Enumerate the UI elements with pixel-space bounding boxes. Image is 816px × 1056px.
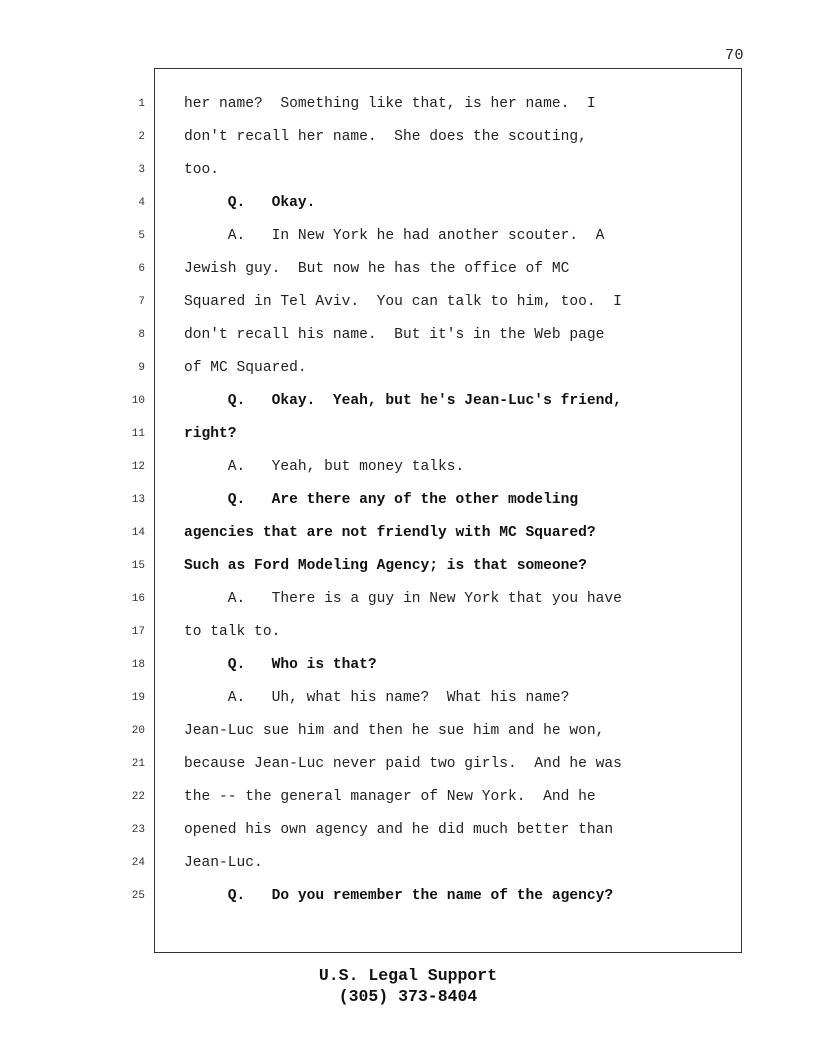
line-text: to talk to. bbox=[184, 624, 281, 640]
transcript-line bbox=[0, 197, 816, 230]
question-text: Q. Do you remember the name of the agency? bbox=[184, 888, 614, 904]
line-number: 1 bbox=[138, 98, 145, 110]
transcript-line bbox=[0, 890, 816, 923]
transcript-line bbox=[0, 758, 816, 791]
line-number: 11 bbox=[131, 428, 145, 440]
line-text: A. Uh, what his name? What his name? bbox=[184, 690, 570, 706]
line-number: 19 bbox=[131, 692, 145, 704]
question-text: agencies that are not friendly with MC Squared? bbox=[184, 525, 596, 541]
transcript-line bbox=[0, 560, 816, 593]
page-number: 70 bbox=[724, 47, 744, 64]
line-number: 3 bbox=[138, 164, 145, 176]
line-text: her name? Something like that, is her name. I bbox=[184, 96, 596, 112]
line-number: 5 bbox=[138, 230, 145, 242]
question-text: Q. Are there any of the other modeling bbox=[184, 492, 579, 508]
line-number: 24 bbox=[131, 857, 145, 869]
line-text: because Jean-Luc never paid two girls. And he was bbox=[184, 756, 622, 772]
line-text: of MC Squared. bbox=[184, 360, 307, 376]
line-number: 18 bbox=[131, 659, 145, 671]
line-text: A. In New York he had another scouter. A bbox=[184, 228, 605, 244]
line-number: 6 bbox=[138, 263, 145, 275]
transcript-line bbox=[0, 692, 816, 725]
line-text: Jean-Luc. bbox=[184, 855, 263, 871]
line-text: Squared in Tel Aviv. You can talk to him, too. I bbox=[184, 294, 622, 310]
line-number: 16 bbox=[131, 593, 145, 605]
line-number: 12 bbox=[131, 461, 145, 473]
line-number: 23 bbox=[131, 824, 145, 836]
transcript-line bbox=[0, 428, 816, 461]
question-text: Such as Ford Modeling Agency; is that someone? bbox=[184, 558, 587, 574]
transcript-line bbox=[0, 395, 816, 428]
line-number: 4 bbox=[138, 197, 145, 209]
transcript-line bbox=[0, 296, 816, 329]
transcript-line bbox=[0, 857, 816, 890]
transcript-line bbox=[0, 362, 816, 395]
transcript-line bbox=[0, 659, 816, 692]
transcript-line bbox=[0, 626, 816, 659]
line-number: 17 bbox=[131, 626, 145, 638]
transcript-line bbox=[0, 527, 816, 560]
line-number: 13 bbox=[131, 494, 145, 506]
line-number: 7 bbox=[138, 296, 145, 308]
transcript-line bbox=[0, 230, 816, 263]
transcript-line bbox=[0, 131, 816, 164]
line-number: 15 bbox=[131, 560, 145, 572]
transcript-line bbox=[0, 494, 816, 527]
transcript-line bbox=[0, 329, 816, 362]
line-text: A. There is a guy in New York that you have bbox=[184, 591, 622, 607]
line-number: 2 bbox=[138, 131, 145, 143]
question-text: right? bbox=[184, 426, 237, 442]
line-text: opened his own agency and he did much better than bbox=[184, 822, 614, 838]
line-number: 8 bbox=[138, 329, 145, 341]
line-number: 20 bbox=[131, 725, 145, 737]
line-number: 9 bbox=[138, 362, 145, 374]
transcript-line bbox=[0, 725, 816, 758]
question-text: Q. Okay. bbox=[184, 195, 316, 211]
transcript-line bbox=[0, 461, 816, 494]
line-number: 21 bbox=[131, 758, 145, 770]
question-text: Q. Okay. Yeah, but he's Jean-Luc's friend, bbox=[184, 393, 622, 409]
line-text: the -- the general manager of New York. And he bbox=[184, 789, 596, 805]
line-text: A. Yeah, but money talks. bbox=[184, 459, 465, 475]
line-text: Jewish guy. But now he has the office of MC bbox=[184, 261, 570, 277]
line-text: don't recall her name. She does the scouting, bbox=[184, 129, 587, 145]
line-number: 25 bbox=[131, 890, 145, 902]
line-text: Jean-Luc sue him and then he sue him and he won, bbox=[184, 723, 605, 739]
footer-phone: (305) 373-8404 bbox=[338, 987, 478, 1006]
question-text: Q. Who is that? bbox=[184, 657, 377, 673]
transcript-line bbox=[0, 164, 816, 197]
line-number: 14 bbox=[131, 527, 145, 539]
transcript-line bbox=[0, 98, 816, 131]
transcript-line bbox=[0, 791, 816, 824]
transcript-line bbox=[0, 263, 816, 296]
transcript-line bbox=[0, 824, 816, 857]
line-number: 22 bbox=[131, 791, 145, 803]
footer-company: U.S. Legal Support bbox=[318, 966, 498, 985]
transcript-line bbox=[0, 593, 816, 626]
line-text: too. bbox=[184, 162, 220, 178]
line-number: 10 bbox=[131, 395, 145, 407]
line-text: don't recall his name. But it's in the Web page bbox=[184, 327, 605, 343]
